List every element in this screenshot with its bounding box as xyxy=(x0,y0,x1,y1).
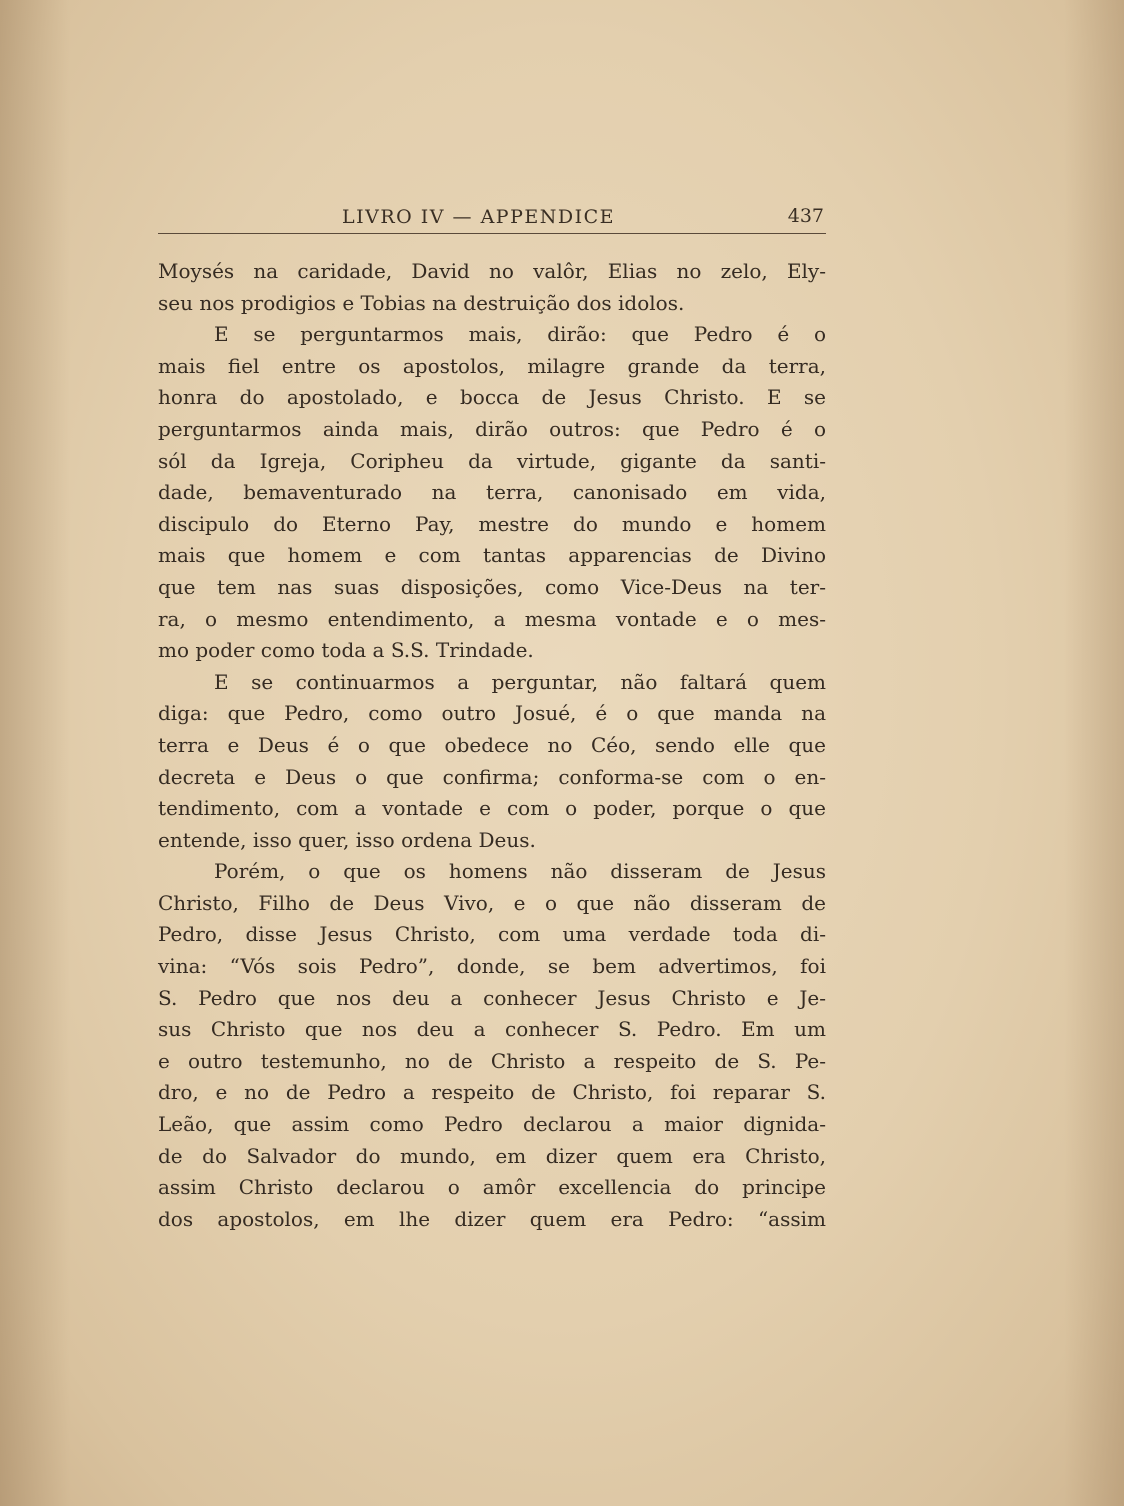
text-line: diga: que Pedro, como outro Josué, é o que manda na xyxy=(158,701,826,726)
text-line: decreta e Deus o que confirma; conforma-se com o en- xyxy=(158,764,826,789)
spine-shadow xyxy=(0,0,70,1506)
text-line: vina: “Vós sois Pedro”, donde, se bem advertimos, foi xyxy=(158,954,826,979)
page-header xyxy=(158,202,826,232)
text-line: tendimento, com a vontade e com o poder, porque o que xyxy=(158,796,826,821)
text-line: de do Salvador do mundo, em dizer quem era Christo, xyxy=(158,1143,826,1168)
text-line: Porém, o que os homens não disseram de Jesus xyxy=(214,859,826,884)
text-line: E se perguntarmos mais, dirão: que Pedro é o xyxy=(214,322,826,347)
text-line: sus Christo que nos deu a conhecer S. Pedro. Em um xyxy=(158,1017,826,1042)
text-line: seu nos prodigios e Tobias na destruição dos idolos. xyxy=(158,290,685,315)
text-line: discipulo do Eterno Pay, mestre do mundo e homem xyxy=(158,511,826,536)
text-line: dos apostolos, em lhe dizer quem era Pedro: “assim xyxy=(158,1206,826,1231)
text-line: Moysés na caridade, David no valôr, Elias no zelo, Ely- xyxy=(158,259,826,283)
text-line: entende, isso quer, isso ordena Deus. xyxy=(158,827,536,852)
text-line: e outro testemunho, no de Christo a respeito de S. Pe- xyxy=(158,1048,826,1073)
text-line: Leão, que assim como Pedro declarou a maior dignida- xyxy=(158,1112,826,1137)
text-line: mais fiel entre os apostolos, milagre grande da terra, xyxy=(158,353,826,378)
text-line: Pedro, disse Jesus Christo, com uma verdade toda di- xyxy=(158,922,826,947)
text-line: que tem nas suas disposições, como Vice-Deus na ter- xyxy=(158,574,826,599)
text-line: dro, e no de Pedro a respeito de Christo, foi reparar S. xyxy=(158,1080,826,1105)
header-rule xyxy=(158,233,826,234)
text-line: ra, o mesmo entendimento, a mesma vontade e o mes- xyxy=(158,606,826,631)
page-edge-shadow xyxy=(1064,0,1124,1506)
page-number: 437 xyxy=(787,205,824,227)
text-line: perguntarmos ainda mais, dirão outros: que Pedro é o xyxy=(158,416,826,441)
body-text xyxy=(158,256,826,1235)
text-line: E se continuarmos a perguntar, não faltará quem xyxy=(214,669,826,694)
text-line: terra e Deus é o que obedece no Céo, sendo elle que xyxy=(158,732,826,757)
text-line: Christo, Filho de Deus Vivo, e o que não disseram de xyxy=(158,890,826,915)
text-line: S. Pedro que nos deu a conhecer Jesus Christo e Je- xyxy=(158,985,826,1010)
text-line: sól da Igreja, Coripheu da virtude, gigante da santi- xyxy=(158,448,826,473)
running-title: LIVRO IV — APPENDICE xyxy=(342,206,616,228)
text-line: mo poder como toda a S.S. Trindade. xyxy=(158,638,534,663)
text-line: honra do apostolado, e bocca de Jesus Christo. E se xyxy=(158,385,826,410)
text-line: dade, bemaventurado na terra, canonisado em vida, xyxy=(158,480,826,505)
text-line: assim Christo declarou o amôr excellencia do principe xyxy=(158,1175,826,1200)
text-line: mais que homem e com tantas apparencias de Divino xyxy=(158,543,826,568)
